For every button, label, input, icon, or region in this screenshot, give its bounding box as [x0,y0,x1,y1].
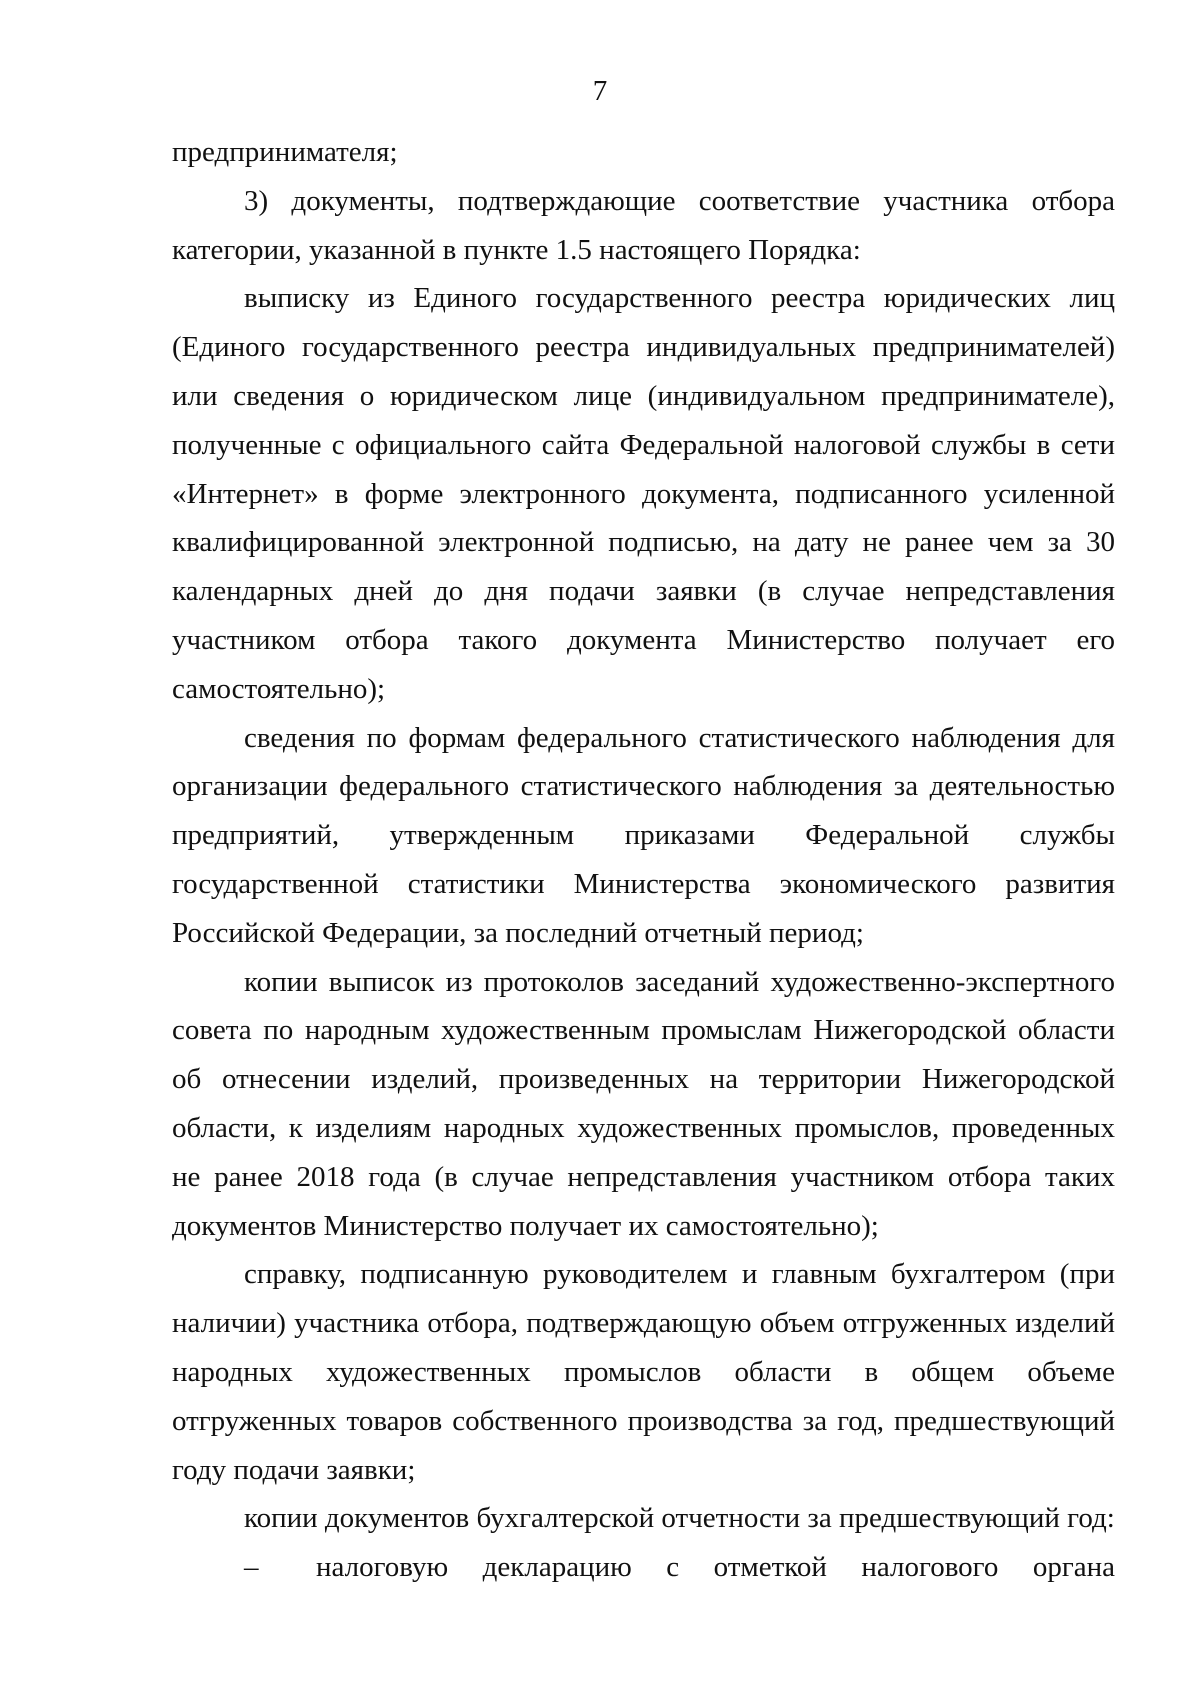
paragraph-continuation: предпринимателя; [172,136,398,168]
paragraph-accounting-copies: копии документов бухгалтерской отчетности за предшествующий год: [244,1502,1115,1535]
page-number: 7 [592,75,608,107]
paragraph-item-3: 3) документы, подтверждающие соответствие участника отбора категории, указанной в пункте 1.5 настоящего Порядка: [172,184,1115,266]
paragraph-protocol-copies: копии выписок из протоколов заседаний художественно-экспертного совета по народным художественным промыслам Нижегородской области об отнесении изделий, произведенных на территории Нижегородской области, к изделиям народных художественных промыслов, проведенных не ранее 2018 года (в случае непредставления участником отбора таких документов Министерство получает их самостоятельно); [172,965,1115,1242]
list-item-text: налоговую декларацию с отметкой налогового органа [316,1551,1115,1584]
paragraph-egrul-extract: выписку из Единого государственного реестра юридических лиц (Единого государственного реестра индивидуальных предпринимателей) или сведения о юридическом лице (индивидуальном предпринимателе), полученные с официального сайта Федеральной налоговой службы в сети «Интернет» в форме электронного документа, подписанного усиленной квалифицированной электронной подписью, на дату не ранее чем за 30 календарных дней до дня подачи заявки (в случае непредставления участником отбора такого документа Министерство получает его самостоятельно); [172,282,1115,705]
paragraph-certificate: справку, подписанную руководителем и главным бухгалтером (при наличии) участника отбора, подтверждающую объем отгруженных изделий народных художественных промыслов области в общем объеме отгруженных товаров собственного производства за год, предшествующий году подачи заявки; [172,1258,1115,1486]
document-body [172,128,1115,1592]
list-item-tax-declaration [172,1543,1115,1592]
dash-marker: – [244,1551,259,1584]
paragraph-statistics: сведения по формам федерального статистического наблюдения для организации федерального статистического наблюдения за деятельностью предприятий, утвержденным приказами Федеральной службы государственной статистики Министерства экономического развития Российской Федерации, за последний отчетный период; [172,721,1115,949]
